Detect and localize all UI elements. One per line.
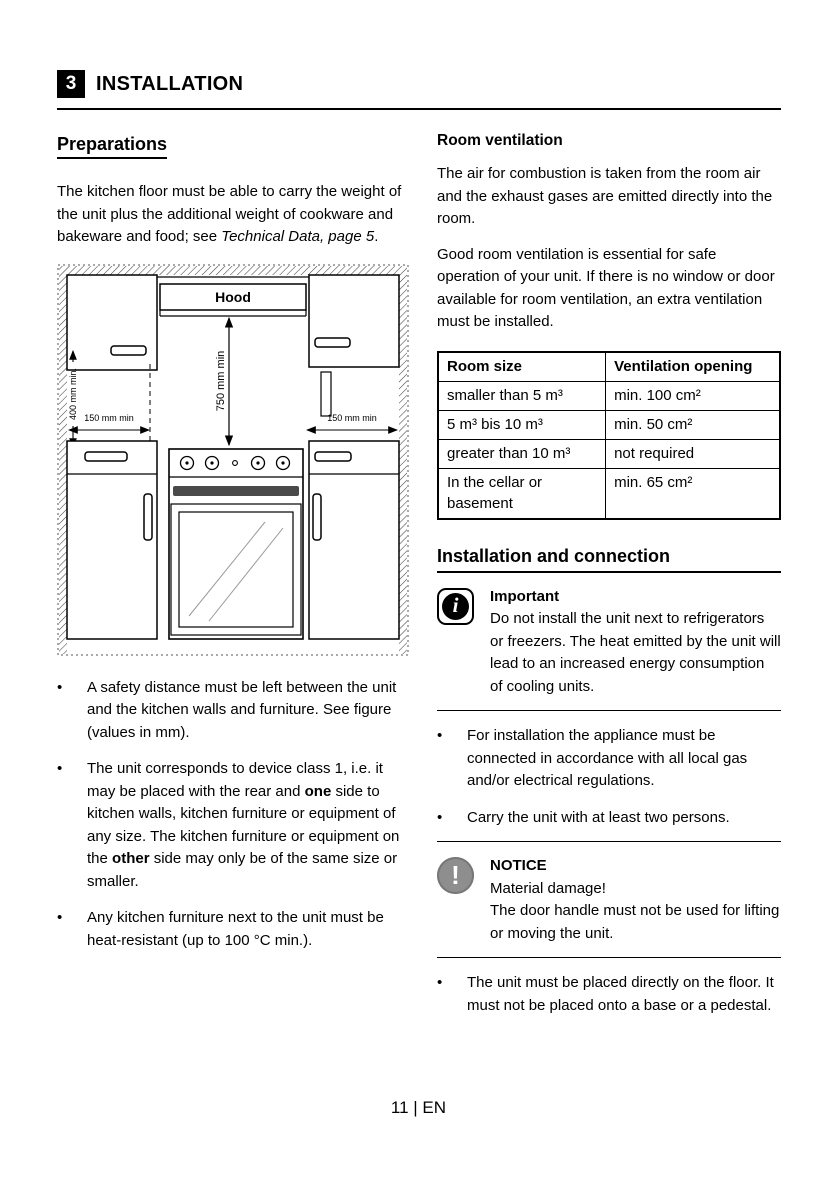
side-panel — [321, 372, 331, 416]
list-item — [57, 677, 409, 745]
table-cell: min. 50 cm² — [606, 410, 780, 439]
divider — [437, 841, 781, 842]
wall-right-hatch — [399, 266, 407, 654]
room-ventilation-heading: Room ventilation — [437, 132, 563, 149]
table-row — [438, 439, 780, 468]
ventilation-paragraph-1: The air for combustion is taken from the room air and the exhaust gases are emitted directly into the room. — [437, 165, 773, 227]
bullet-text: For installation the appliance must be connected in accordance with all local gas and/or electrical regulations. — [467, 727, 748, 789]
cabinet-handle — [111, 346, 146, 355]
bullet-text: side to kitchen walls, kitchen furniture or equipment of any size. The kitchen furniture or equipment on the — [87, 782, 400, 867]
divider — [437, 710, 781, 711]
lower-right-cabinet — [309, 441, 399, 639]
table-cell: not required — [606, 439, 780, 468]
bullet-glyph: • — [437, 808, 443, 826]
dim-750-label: 750 mm min — [215, 350, 227, 411]
list-item — [57, 758, 409, 893]
bullet-glyph: • — [437, 974, 443, 991]
upper-right-cabinet — [309, 275, 399, 416]
bullet-text: The unit corresponds to device class 1, i.e. it may be placed with the rear and — [87, 760, 383, 800]
chapter-title: INSTALLATION — [96, 72, 244, 95]
chapter-header — [57, 70, 781, 110]
important-icon-col — [437, 586, 477, 699]
wall-left-hatch — [59, 266, 67, 654]
list-item — [437, 972, 781, 1017]
warning-icon: ! — [437, 857, 474, 894]
door-handle — [144, 494, 152, 540]
kitchen-figure-svg — [57, 264, 409, 656]
bullet-text: Carry the unit with at least two persons. — [467, 808, 730, 826]
list-item — [437, 807, 781, 830]
dim-150-right-label: 150 mm min — [327, 412, 377, 423]
bullet-glyph: • — [57, 909, 63, 926]
table-cell: min. 65 cm² — [606, 468, 780, 519]
info-icon: i — [437, 588, 474, 625]
table-header-room-size: Room size — [438, 352, 606, 382]
table-row — [438, 381, 780, 410]
drawer-handle — [85, 452, 127, 461]
table-row — [438, 468, 780, 519]
dim-400-label: 400 mm min. — [68, 367, 78, 420]
important-text: Do not install the unit next to refrigerators or freezers. The heat emitted by the unit will lead to an increased energy consumption of cooling units. — [490, 610, 781, 695]
cabinet-handle — [315, 338, 350, 347]
table-header-row — [438, 352, 780, 382]
intro-text: The kitchen floor must be able to carry the weight of the unit plus the additional weight of cookware and bakeware and food; see — [57, 183, 402, 245]
bullet-glyph: • — [57, 678, 63, 696]
bullet-text-bold: other — [112, 850, 150, 867]
notice-icon-col — [437, 855, 477, 945]
important-title: Important — [490, 587, 560, 605]
dim-150-left — [69, 413, 149, 430]
oven — [169, 449, 303, 639]
left-column — [57, 132, 409, 1017]
notice-line-1: Material damage! — [490, 879, 606, 897]
hood-label: Hood — [215, 288, 251, 305]
two-column-layout — [57, 132, 781, 1017]
table-cell: min. 100 cm² — [606, 381, 780, 410]
bullet-text: A safety distance must be left between the unit and the kitchen walls and furniture. See figure (values in mm). — [87, 678, 397, 741]
hood — [157, 277, 309, 316]
table-header-ventilation-opening: Ventilation opening — [606, 352, 780, 382]
bullet-text: side may only be of the same size or smaller. — [87, 850, 398, 890]
ventilation-paragraph-2: Good room ventilation is essential for safe operation of your unit. If there is no window or door available for room ventilation, an extra ventilation must be installed. — [437, 245, 775, 330]
installation-figure — [57, 264, 409, 661]
table-cell: smaller than 5 m³ — [438, 381, 606, 410]
dim-750 — [215, 318, 229, 445]
lower-left-cabinet — [67, 441, 157, 639]
bullet-glyph: • — [57, 760, 63, 777]
indicator-dot — [233, 460, 238, 465]
installation-connection-heading: Installation and connection — [437, 546, 781, 573]
intro-reference: Technical Data, page 5 — [221, 228, 375, 245]
notice-block — [437, 855, 781, 945]
table-cell: 5 m³ bis 10 m³ — [438, 410, 606, 439]
bullet-text: The unit must be placed directly on the floor. It must not be placed onto a base or a pedestal. — [467, 974, 774, 1014]
ventilation-table — [437, 351, 781, 520]
drawer-handle — [315, 452, 351, 461]
dim-150-left-label: 150 mm min — [84, 412, 134, 423]
intro-period: . — [374, 228, 379, 245]
list-item — [437, 725, 781, 793]
wall-top-hatch — [59, 266, 407, 275]
preparations-heading: Preparations — [57, 134, 167, 159]
oven-door-handle — [173, 486, 299, 496]
bullet-glyph: • — [437, 727, 443, 744]
page-content — [57, 70, 781, 1017]
table-row — [438, 410, 780, 439]
upper-left-cabinet — [67, 275, 157, 370]
door-handle — [313, 494, 321, 540]
chapter-number-badge: 3 — [57, 70, 85, 98]
notice-line-2: The door handle must not be used for lifting or moving the unit. — [490, 902, 780, 942]
intro-paragraph — [57, 181, 409, 249]
table-cell: In the cellar or basement — [438, 468, 606, 519]
divider — [437, 957, 781, 958]
important-note — [437, 586, 781, 699]
table-cell: greater than 10 m³ — [438, 439, 606, 468]
oven-window — [179, 512, 293, 627]
list-item — [57, 907, 409, 952]
notice-title: NOTICE — [490, 857, 547, 874]
bullet-text-bold: one — [304, 782, 332, 800]
right-column — [437, 132, 781, 1017]
page-footer: 11 | EN — [390, 1098, 447, 1117]
bullet-text: Any kitchen furniture next to the unit must be heat-resistant (up to 100 °C min.). — [87, 909, 384, 949]
